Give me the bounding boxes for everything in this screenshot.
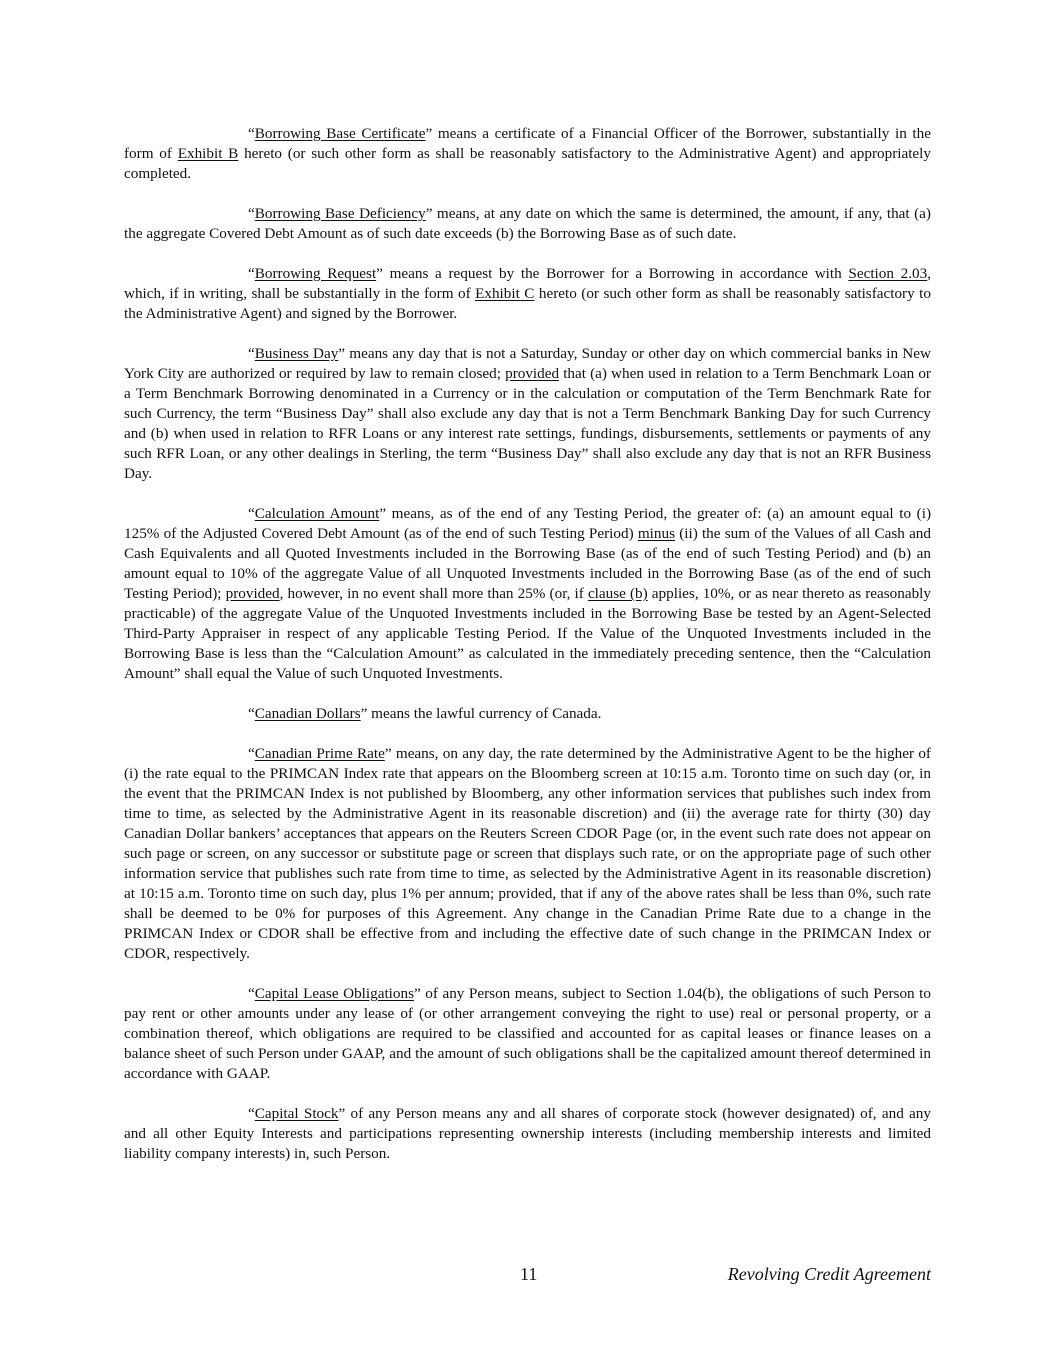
defined-term: Borrowing Base Certificate: [254, 125, 426, 142]
document-title: Revolving Credit Agreement: [727, 1264, 931, 1284]
text-segment: ” means, at any date on which the same is determined, the amount, if any, that (a) the aggregate Covered Debt Amount as of such date exceeds (b) the Borrowing Base as of such date.: [124, 205, 931, 242]
definition-paragraph: [124, 704, 931, 724]
definition-paragraph: [124, 264, 931, 324]
text-segment: ” means any day that is not a Saturday, Sunday or other day on which commercial banks in New York City are authorized or required by law to remain closed;: [124, 345, 931, 382]
text-segment: hereto (or such other form as shall be reasonably satisfactory to the Administrative Agent) and signed by the Borrower.: [124, 285, 931, 322]
definition-paragraph: [124, 344, 931, 484]
definition-paragraph: [124, 504, 931, 684]
definition-paragraph: [124, 984, 931, 1084]
text-segment: “: [248, 1105, 255, 1122]
defined-term: Exhibit B: [177, 145, 239, 162]
defined-term: Capital Stock: [254, 1105, 339, 1122]
text-segment: ” of any Person means, subject to Section 1.04(b), the obligations of such Person to pay rent or other amounts under any lease of (or other arrangement conveying the right to use) real or personal property, or a combination thereof, which obligations are required to be classified and accounted for as capital leases or finance leases on a balance sheet of such Person under GAAP, and the amount of such obligations shall be the capitalized amount thereof determined in accordance with GAAP.: [124, 985, 931, 1082]
text-segment: ” means, on any day, the rate determined by the Administrative Agent to be the higher of (i) the rate equal to the PRIMCAN Index rate that appears on the Bloomberg screen at 10:15 a.m. Toronto time on such day (or, in the event that the PRIMCAN Index is not published by Bloomberg, any other information services that publishes such index from time to time, as selected by the Administrative Agent in its reasonable discretion) and (ii) the average rate for thirty (30) day Canadian Dollar bankers’ acceptances that appears on the Reuters Screen CDOR Page (or, in the event such rate does not appear on such page or screen, on any successor or substitute page or screen that displays such rate, or on the appropriate page of such other information service that publishes such rate from time to time, as selected by the Administrative Agent in its reasonable discretion) at 10:15 a.m. Toronto time on such day, plus 1% per annum; provided, that if any of the above rates shall be less than 0%, such rate shall be deemed to be 0% for purposes of this Agreement. Any change in the Canadian Prime Rate due to a change in the PRIMCAN Index or CDOR shall be effective from and including the effective date of such change in the PRIMCAN Index or CDOR, respectively.: [124, 745, 931, 962]
text-segment: “: [248, 505, 255, 522]
text-segment: (ii) the sum of the Values of all Cash and Cash Equivalents and all Quoted Investments included in the Borrowing Base (as of the end of such Testing Period) and (b) an amount equal to 10% of the aggregate Value of all Unquoted Investments included in the Borrowing Base (as of the end of such Testing Period);: [124, 525, 931, 602]
page-number: 11: [520, 1264, 538, 1284]
document-body: [124, 124, 931, 1184]
text-segment: “: [248, 265, 255, 282]
text-segment: applies, 10%, or as near thereto as reasonably practicable) of the aggregate Value of the Unquoted Investments included in the Borrowing Base be tested by an Agent-Selected Third-Party Appraiser in respect of any applicable Testing Period. If the Value of the Unquoted Investments included in the Borrowing Base is less than the “Calculation Amount” as calculated in the immediately preceding sentence, then the “Calculation Amount” shall equal the Value of such Unquoted Investments.: [124, 585, 931, 682]
definition-paragraph: [124, 204, 931, 244]
definition-paragraph: [124, 124, 931, 184]
text-segment: ” means the lawful currency of Canada.: [360, 705, 602, 722]
defined-term: Borrowing Request: [254, 265, 377, 282]
defined-term: clause (b): [587, 585, 648, 602]
page-footer: [124, 1264, 931, 1288]
text-segment: “: [248, 205, 255, 222]
text-segment: “: [248, 985, 255, 1002]
defined-term: Calculation Amount: [254, 505, 380, 522]
text-segment: , however, in no event shall more than 25% (or, if: [279, 585, 588, 602]
text-segment: , which, if in writing, shall be substantially in the form of: [124, 265, 931, 302]
defined-term: provided: [505, 365, 560, 382]
text-segment: “: [248, 125, 255, 142]
text-segment: ” of any Person means any and all shares of corporate stock (however designated) of, and any and all other Equity Interests and participations representing ownership interests (including membership interests and limited liability company interests) in, such Person.: [124, 1105, 931, 1162]
text-segment: “: [248, 745, 255, 762]
defined-term: Borrowing Base Deficiency: [254, 205, 426, 222]
defined-term: Business Day: [254, 345, 339, 362]
definition-paragraph: [124, 1104, 931, 1164]
defined-term: Canadian Prime Rate: [254, 745, 385, 762]
defined-term: Capital Lease Obligations: [254, 985, 414, 1002]
text-segment: “: [248, 345, 255, 362]
defined-term: Section 2.03: [848, 265, 928, 282]
definition-paragraph: [124, 744, 931, 964]
defined-term: Exhibit C: [475, 285, 535, 302]
defined-term: Canadian Dollars: [254, 705, 361, 722]
text-segment: “: [248, 705, 255, 722]
text-segment: that (a) when used in relation to a Term Benchmark Loan or a Term Benchmark Borrowing denominated in a Currency or in the calculation or computation of the Term Benchmark Rate for such Currency, the term “Business Day” shall also exclude any day that is not a Term Benchmark Banking Day for such Currency and (b) when used in relation to RFR Loans or any interest rate settings, fundings, disbursements, settlements or payments of any such RFR Loan, or any other dealings in Sterling, the term “Business Day” shall also exclude any day that is not an RFR Business Day.: [124, 365, 931, 482]
text-segment: ” means a request by the Borrower for a Borrowing in accordance with: [376, 265, 849, 282]
defined-term: minus: [637, 525, 675, 542]
text-segment: hereto (or such other form as shall be reasonably satisfactory to the Administrative Agent) and appropriately completed.: [124, 145, 931, 182]
text-segment: ” means, as of the end of any Testing Period, the greater of: (a) an amount equal to (i) 125% of the Adjusted Covered Debt Amount (as of the end of such Testing Period): [124, 505, 931, 542]
defined-term: provided: [225, 585, 280, 602]
text-segment: ” means a certificate of a Financial Officer of the Borrower, substantially in the form of: [124, 125, 931, 162]
